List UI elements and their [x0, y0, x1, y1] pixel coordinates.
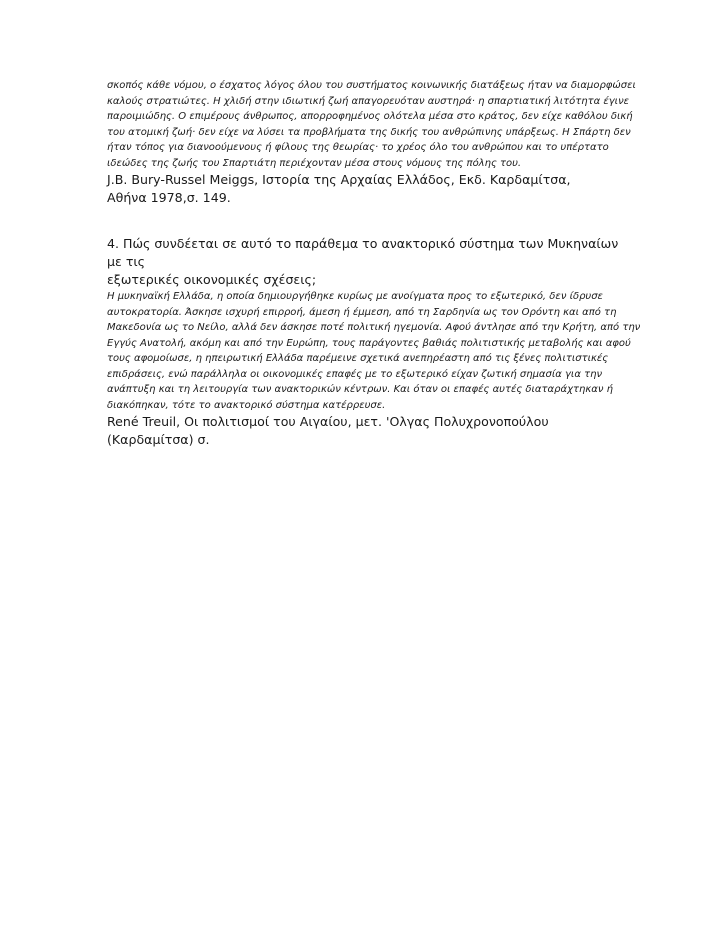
- quote-line: ανάπτυξη και τη λειτουργία των ανακτορικών κέντρων. Και όταν οι επαφές αυτές διαταράχτηκαν ή: [107, 384, 613, 395]
- quote-line: αυτοκρατορία. Άσκησε ισχυρή επιρροή, άμεση ή έμμεση, από τη Σαρδηνία ως τον Ορόντη και από τη: [107, 306, 617, 318]
- quote-line: παροιμιώδης. Ο επιμέρους άνθρωπος, απορροφημένος ολότελα μέσα στο κράτος, δεν είχε καθόλου δική: [107, 111, 633, 122]
- citation-line: René Treuil, Οι πολιτισμοί του Αιγαίου, μετ. 'Ολγας Πολυχρονοπούλου: [107, 414, 549, 429]
- quote-line: ιδεώδες της ζωής του Σπαρτιάτη περιέχονταν μέσα στους νόμους της πόλης του.: [107, 157, 522, 169]
- question-line: εξωτερικές οικονομικές σχέσεις;: [107, 272, 317, 287]
- quote-line: τους αφομοίωσε, η ηπειρωτική Ελλάδα παρέμεινε σχετικά ανεπηρέαστη από τις ξένες πολιτιστικές: [107, 353, 609, 364]
- quote-line: Η μυκηναϊκή Ελλάδα, η οποία δημιουργήθηκε κυρίως με ανοίγματα προς το εξωτερικό, δεν ίδρυσε: [107, 291, 603, 302]
- question-line: 4. Πώς συνδέεται σε αυτό το παράθεμα το ανακτορικό σύστημα των Μυκηναίων με τις: [107, 236, 619, 269]
- quote-line: σκοπός κάθε νόμου, ο έσχατος λόγος όλου του συστήματος κοινωνικής διατάξεως ήταν να διαμορφώσει: [107, 80, 636, 91]
- mycenaean-citation: [107, 413, 627, 449]
- citation-line: Αθήνα 1978,σ. 149.: [107, 190, 231, 205]
- quote-line: του ατομική ζωή· δεν είχε να λύσει τα προβλήματα της δικής του ανθρώπινης υπάρξεως. Η Σπάρτη δεν: [107, 126, 631, 138]
- sparta-quote: [107, 78, 636, 171]
- document-content: [107, 78, 641, 449]
- citation-line: J.B. Bury-Russel Meiggs, Ιστορία της Αρχαίας Ελλάδος, Εκδ. Καρδαμίτσα,: [107, 172, 571, 187]
- quote-line: επιδράσεις, ενώ παράλληλα οι οικονομικές επαφές με το εξωτερικό είχαν ζωτική σημασία για την: [107, 368, 603, 380]
- quote-line: Εγγύς Ανατολή, ακόμη και από την Ευρώπη, τους παράγοντες βαθιάς πολιτιστικής μεταβολής και αφού: [107, 337, 631, 349]
- quote-line: διακόπηκαν, τότε το ανακτορικό σύστημα κατέρρευσε.: [107, 399, 386, 411]
- quote-line: καλούς στρατιώτες. Η χλιδή στην ιδιωτική ζωή απαγορευόταν αυστηρά· η σπαρτιατική λιτότητα έγινε: [107, 95, 630, 107]
- sparta-citation: [107, 171, 627, 207]
- mycenaean-quote: [107, 289, 641, 413]
- question-4: [107, 235, 627, 289]
- citation-line: (Καρδαμίτσα) σ.: [107, 432, 210, 447]
- quote-line: Μακεδονία ως το Νείλο, αλλά δεν άσκησε ποτέ πολιτική ηγεμονία. Αφού άντλησε από την Κρήτη, από την: [107, 322, 641, 333]
- quote-line: ήταν τόπος για διανοούμενους ή φίλους της θεωρίας· το χρέος όλο του ανθρώπου και το υπέρτατο: [107, 142, 609, 153]
- spacer: [107, 207, 627, 235]
